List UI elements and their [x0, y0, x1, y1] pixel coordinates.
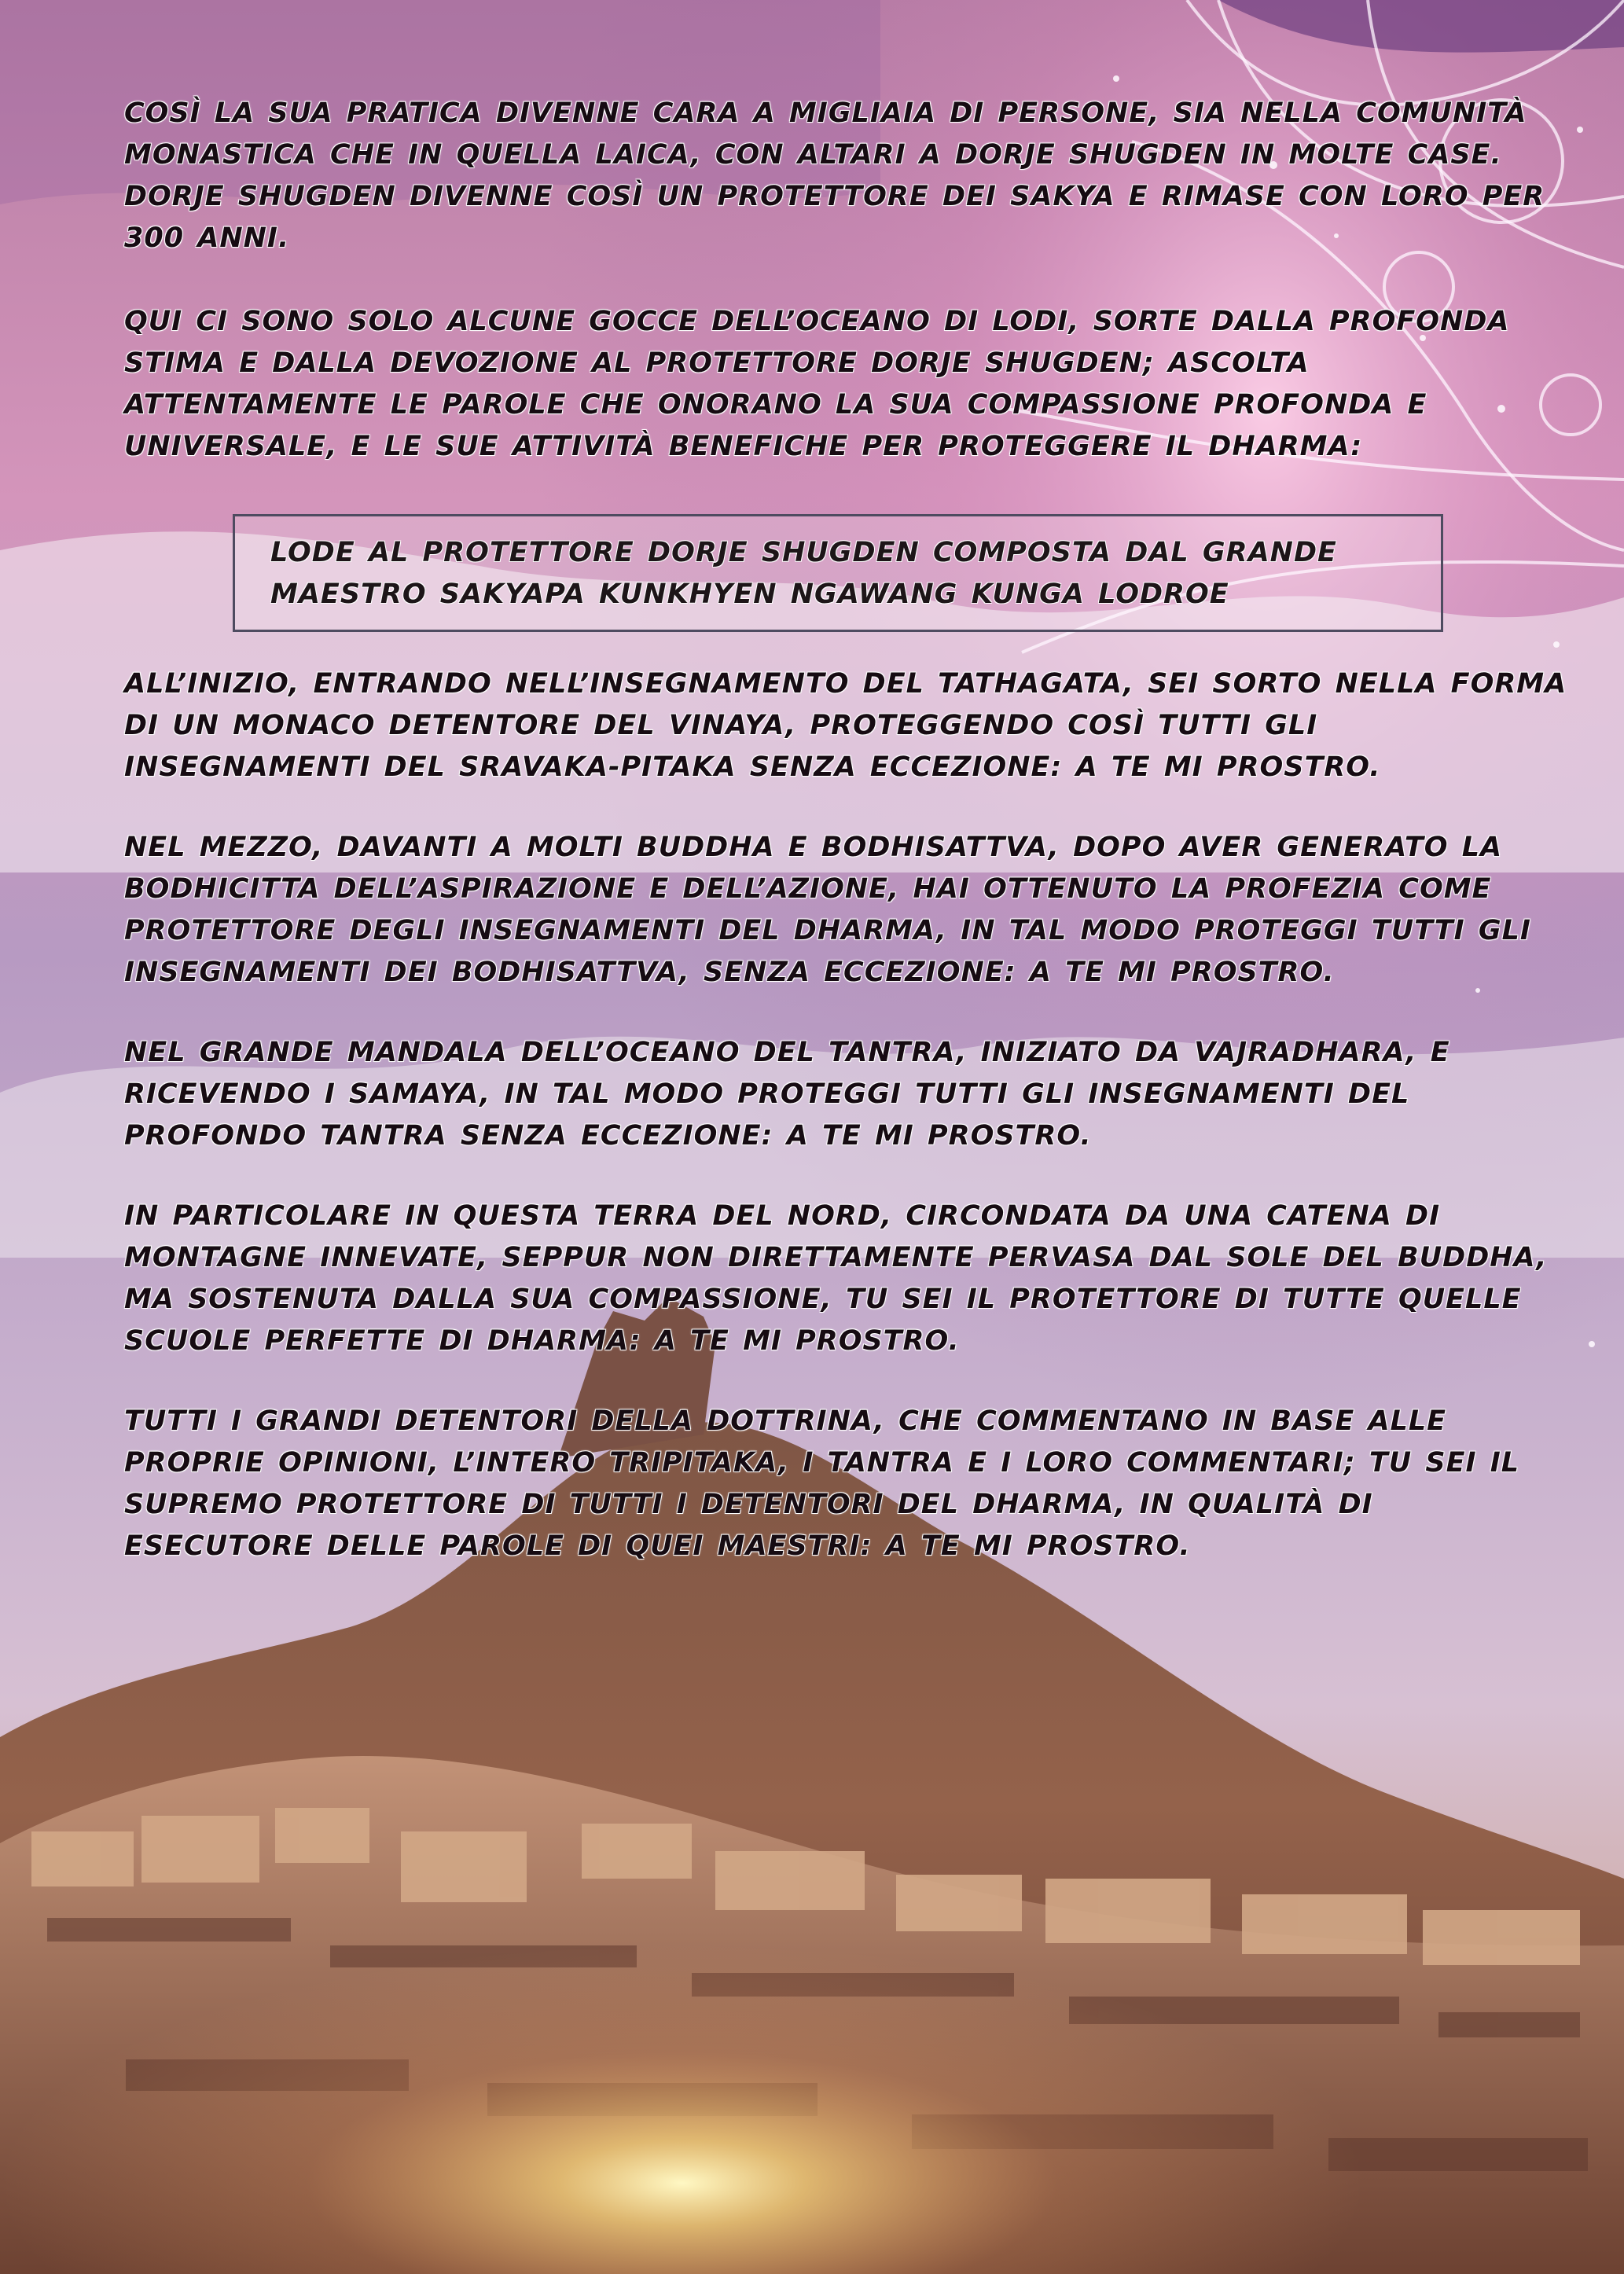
- intro-paragraph: COSÌ LA SUA PRATICA DIVENNE CARA A MIGLIAIA DI PERSONE, SIA NELLA COMUNITÀ MONASTICA CHE IN QUELLA LAICA, CON ALTARI A DORJE SHUGDEN IN MOLTE CASE. DORJE SHUGDEN DIVENNE COSÌ UN PROTETTORE DEI SAKYA E RIMASE CON LORO PER 300 ANNI.: [124, 97, 1545, 254]
- verse-paragraph: NEL MEZZO, DAVANTI A MOLTI BUDDHA E BODHISATTVA, DOPO AVER GENERATO LA BODHICITTA DELL’ASPIRAZIONE E DELL’AZIONE, HAI OTTENUTO LA PROFEZIA COME PROTETTORE DEGLI INSEGNAMENTI DEL DHARMA, IN TAL MODO PROTEGGI TUTTI GLI INSEGNAMENTI DEI BODHISATTVA, SENZA ECCEZIONE: A TE MI PROSTRO.: [124, 832, 1531, 988]
- verse-paragraph: NEL GRANDE MANDALA DELL’OCEANO DEL TANTRA, INIZIATO DA VAJRADHARA, E RICEVENDO I SAMAYA, IN TAL MODO PROTEGGI TUTTI GLI INSEGNAMENTI DEL PROFONDO TANTRA SENZA ECCEZIONE: A TE MI PROSTRO.: [124, 1037, 1450, 1152]
- verse-paragraph: ALL’INIZIO, ENTRANDO NELL’INSEGNAMENTO DEL TATHAGATA, SEI SORTO NELLA FORMA DI UN MONACO DETENTORE DEL VINAYA, PROTEGGENDO COSÌ TUTTI GLI INSEGNAMENTI DEL SRAVAKA-PITAKA SENZA ECCEZIONE: A TE MI PROSTRO.: [124, 668, 1567, 783]
- intro-paragraph: QUI CI SONO SOLO ALCUNE GOCCE DELL’OCEANO DI LODI, SORTE DALLA PROFONDA STIMA E DALLA DEVOZIONE AL PROTETTORE DORJE SHUGDEN; ASCOLTA ATTENTAMENTE LE PAROLE CHE ONORANO LA SUA COMPASSIONE PROFONDA E UNIVERSALE, E LE SUE ATTIVITÀ BENEFICHE PER PROTEGGERE IL DHARMA:: [124, 306, 1510, 462]
- sunlight-glow-icon: [0, 1706, 1624, 2274]
- praise-title-box: [233, 514, 1443, 632]
- text-content: [124, 93, 1567, 1606]
- verse-paragraph: TUTTI I GRANDI DETENTORI DELLA DOTTRINA, CHE COMMENTANO IN BASE ALLE PROPRIE OPINIONI, L’INTERO TRIPITAKA, I TANTRA E I LORO COMMENTARI; TU SEI IL SUPREMO PROTETTORE DI TUTTI I DETENTORI DEL DHARMA, IN QUALITÀ DI ESECUTORE DELLE PAROLE DI QUEI MAESTRI: A TE MI PROSTRO.: [124, 1405, 1520, 1562]
- praise-title: LODE AL PROTETTORE DORJE SHUGDEN COMPOSTA DAL GRANDE MAESTRO SAKYAPA KUNKHYEN NGAWANG KUNGA LODROE: [270, 537, 1337, 610]
- verse-paragraph: IN PARTICOLARE IN QUESTA TERRA DEL NORD, CIRCONDATA DA UNA CATENA DI MONTAGNE INNEVATE, SEPPUR NON DIRETTAMENTE PERVASA DAL SOLE DEL BUDDHA, MA SOSTENUTA DALLA SUA COMPASSIONE, TU SEI IL PROTETTORE DI TUTTE QUELLE SCUOLE PERFETTE DI DHARMA: A TE MI PROSTRO.: [124, 1200, 1548, 1357]
